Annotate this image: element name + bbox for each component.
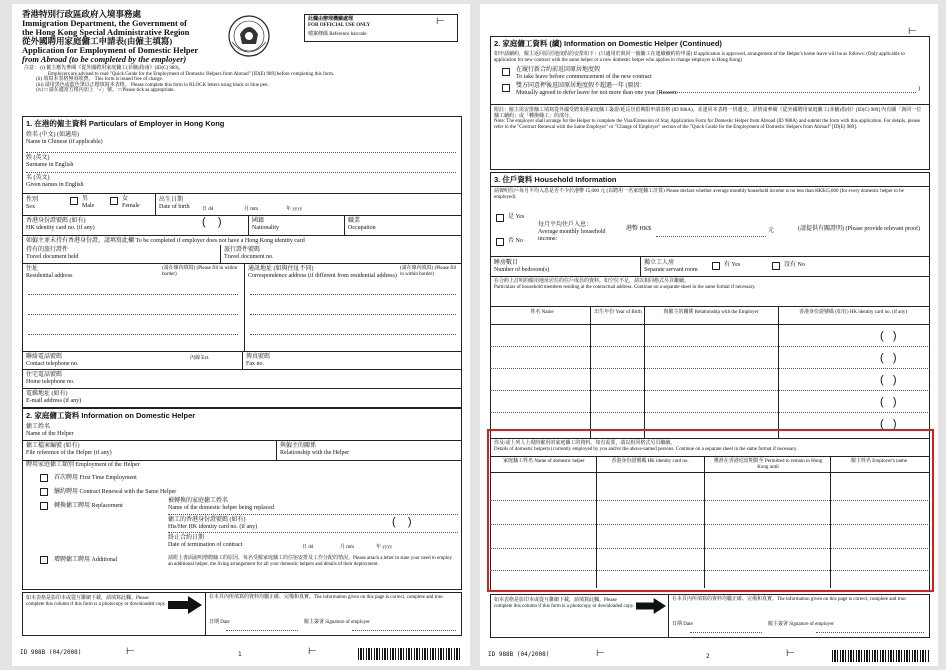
- replaced-id-check-digit[interactable]: ( ): [392, 516, 412, 528]
- field-name-zh[interactable]: [26, 152, 456, 153]
- income-no-checkbox[interactable]: [496, 238, 504, 246]
- label-replaced-id: 傭工的香港身份證號碼 (如有) His/Her HK identity card no. (if any): [168, 517, 258, 530]
- gov-title-en: the Hong Kong Special Administrative Region: [22, 26, 190, 37]
- page-number: 2: [706, 653, 710, 660]
- income-note: 請聲明住戶每月平均入息是否不少於港幣 15,000 元 (以聘用一名家庭傭工計算) Please declare whether average monthly household income is no less than HK$15,000 (for every domestic helper to be employed): [494, 189, 904, 200]
- member-hkid-check-digit[interactable]: ( ): [880, 352, 897, 364]
- label-home-tel: 住宅電話號碼 Home telephone no.: [26, 372, 75, 385]
- label-income-yes: 是 Yes: [508, 214, 525, 220]
- label-name-zh: 姓名 (中文) (如適用) Name in Chinese (if applicable): [26, 132, 103, 145]
- form-title-zh: 從外國聘用家庭傭工申請表(由僱主填寫): [22, 35, 173, 46]
- note-iii: (iii) 請用黑色或藍色筆以正楷填寫本表格。 Please complete this form in BLOCK letters using black or blue pen.: [36, 82, 269, 88]
- barcode-icon: [832, 650, 930, 662]
- current-helpers-note: 你及/或上列人士現時僱用的家庭傭工的資料。如有需要，請以相同格式另頁繼續。 Details of domestic helper(s) currently employed by you and/or the above-named persons. Continue on a separate sheet in the same format if necessary.: [494, 441, 798, 452]
- note-ii: (ii) 填寫本表格無須收費。 This form is issued free of charge.: [36, 77, 163, 82]
- col-header-birth: 出生年份 Year of Birth: [594, 310, 642, 315]
- corner-mark-icon: ⊢: [908, 26, 917, 37]
- label-avg-income: 每月平均住戶入息： Average monthly household income:: [538, 222, 606, 242]
- label-travel-no: 旅行證件號碼 Travel document no.: [224, 247, 274, 260]
- additional-checkbox[interactable]: [40, 556, 48, 564]
- address-hint: (請在線內填寫) (Please fill in within border): [162, 266, 238, 277]
- replacement-checkbox[interactable]: [40, 502, 48, 510]
- immigration-emblem-icon: [226, 12, 272, 60]
- label-replacement: 轉換傭工聘用 Replacement: [54, 503, 123, 509]
- dept-title-zh: 香港特別行政區政府入境事務處: [22, 9, 142, 19]
- form-number: ID 988B (04/2008): [488, 651, 550, 658]
- label-ext: 內線 Ext.: [190, 356, 210, 361]
- col-header-hkid: 香港身份證號碼 (如有) HK identity card no. (if any): [798, 310, 908, 315]
- label-helper-name: 傭工姓名 Name of the Helper: [26, 424, 74, 437]
- official-title-en: FOR OFFICIAL USE ONLY: [308, 23, 371, 28]
- field-corr-line1[interactable]: [250, 294, 456, 295]
- label-bedrooms: 睡房數目 Number of bedroom(s): [494, 260, 550, 273]
- footer-mark-icon: ⊢: [308, 646, 317, 657]
- footer-mark-icon: ⊢: [596, 648, 605, 659]
- form-number: ID 988B (04/2008): [20, 649, 82, 656]
- table-row[interactable]: [490, 368, 930, 369]
- arrow-right-icon: [636, 598, 666, 617]
- official-use-box: [304, 14, 458, 42]
- official-title-zh: 此欄由辦理機關處理: [308, 17, 354, 22]
- section2c-note: 附註：僱主需安排傭工填寫從外國受聘來港家庭傭工簽證/延長居留期限申請表格 (ID 988A)，並連同本表格一併遞交。詳情請參閱《從外國聘用家庭傭工(菲傭)指南》[ID(C) 989] 內有關「與同一位傭工續約」或「轉換傭工」的部分。 Note: The employer shall arrange for the Helper to complete the Visa/Extension of Stay Application Form for Domestic Helper from Abroad (ID 988A) and submit the form with this application. For details, please refer to the "Contract Renewal with the Same Employer" or "Change of Employer" section of the "Quick Guide for the Employment of Domestic Helpers from Abroad" [ID(E) 989].: [494, 108, 922, 130]
- renewal-checkbox[interactable]: [40, 488, 48, 496]
- col-header-helper-hkid: 香港身份證號碼 HK identity card no.: [611, 459, 689, 464]
- label-surname: 姓 (英文) Surname in English: [26, 155, 74, 168]
- field-signature[interactable]: [816, 632, 924, 633]
- dob-mm: 月 mm: [244, 207, 259, 212]
- income-yes-checkbox[interactable]: [496, 214, 504, 222]
- field-corr-line2[interactable]: [250, 314, 456, 315]
- label-first-time: 首次聘用 First Time Employment: [54, 475, 137, 481]
- label-male: 男 Male: [82, 196, 95, 209]
- term-yyyy: 年 yyyy: [376, 545, 393, 550]
- term-mm: 月 mm: [340, 545, 355, 550]
- page-number: 1: [238, 651, 242, 658]
- label-given-names: 名 (英文) Given names in English: [26, 175, 84, 188]
- field-replaced-name[interactable]: [168, 514, 458, 515]
- label-defer-leave: 雙方同意押後返回原居地度假不超過一年 (原因： Mutually agreed to defer leave for not more than one year (Reason:: [516, 83, 678, 96]
- col-header-helper-name: 家庭傭工姓名 Name of domestic helper: [503, 459, 585, 464]
- field-avg-income[interactable]: [656, 236, 766, 237]
- label-address: 住址 Residential address: [26, 266, 73, 279]
- corner-mark-icon: ⊢: [436, 16, 445, 27]
- label-signature: 僱主簽署 Signature of employer: [768, 622, 834, 627]
- label-hkd: 港幣 HK$: [626, 226, 652, 232]
- label-income-no: 否 No: [508, 238, 523, 244]
- dob-dd: 日 dd: [202, 207, 214, 212]
- form-title-en-1: Application for Employment of Domestic Helper: [22, 44, 199, 55]
- label-dollar: 元: [768, 228, 775, 234]
- notes-block: [24, 66, 464, 94]
- label-occupation: 職業 Occupation: [348, 218, 376, 231]
- label-additional: 增聘傭工聘用 Additional: [54, 557, 118, 563]
- label-date: 日期 Date: [209, 620, 230, 625]
- proof-note: (請提供有關證明) (Please provide relevant proof): [798, 226, 920, 232]
- note-i-en: Employers are advised to read "Quick Guide for the Employment of Domestic Helpers from Abroad" [ID(E) 989] before completing this form.: [48, 71, 335, 77]
- col-header-name: 姓名 Name: [530, 310, 554, 315]
- label-servant-no: 沒有 No: [784, 262, 805, 268]
- label-termination-date: 終止合約日期 Date of termination of contract: [168, 535, 243, 548]
- label-email: 電郵地址 (如有) E-mail address (if any): [26, 391, 82, 404]
- label-fax: 傳真號碼 Fax no.: [246, 354, 271, 367]
- field-address-line3[interactable]: [28, 334, 238, 335]
- first-time-checkbox[interactable]: [40, 474, 48, 482]
- label-helper-ref: 傭工檔案編號 (如有) File reference of the Helper (if any): [26, 443, 112, 456]
- household-members-note: 在合約上訂明的僱用地址居住的住戶成員的資料。如空位不足，請以相同格式另頁繼續。 Particulars of household members residing at the contractual address. Continue on a separate sheet in the same format if necessary.: [494, 279, 756, 290]
- footer-mark-icon: ⊢: [126, 646, 135, 657]
- table-row[interactable]: [490, 390, 930, 391]
- field-address-line2[interactable]: [28, 314, 238, 315]
- additional-note: 請附上書面說明增聘傭工的原因、每名受僱家庭傭工的住宿安排及工作分配的情況。Please attach a letter to state your need to employ an additional helper, the living arrangement for all your domestic helpers and details of their deployment.: [168, 556, 452, 567]
- label-female: 女 Female: [122, 196, 140, 209]
- col-header-relationship: 與僱主的關係 Relationship with the Employer: [663, 310, 759, 315]
- col-header-permit: 獲准在香港逗留期限至 Permitted to remain in Hong Kong until: [713, 459, 823, 470]
- label-nationality: 國籍 Nationality: [252, 218, 279, 231]
- sex-female-checkbox[interactable]: [110, 197, 118, 205]
- notes-label: 注意：: [24, 66, 40, 71]
- sex-male-checkbox[interactable]: [70, 197, 78, 205]
- member-hkid-check-digit[interactable]: ( ): [880, 418, 897, 430]
- defer-leave-checkbox[interactable]: [502, 84, 510, 92]
- label-employment-type: 聘用家庭傭工類別 Employment of the Helper: [26, 462, 140, 468]
- label-travel-doc: 持有的旅行證件 Travel document held: [26, 247, 79, 260]
- label-servant-yes: 有 Yes: [724, 262, 741, 268]
- barcode-icon: [358, 648, 462, 660]
- label-servant-room: 獨立工人房 Separate servant room: [644, 260, 698, 273]
- non-hkid-note: 如僱主並未持有香港身份證，請填寫此欄 To be completed if employer does not have a Hong Kong identity card: [26, 238, 305, 244]
- label-signature: 僱主簽署 Signature of employer: [304, 620, 370, 625]
- member-hkid-check-digit[interactable]: ( ): [880, 374, 897, 386]
- form-page-1: [12, 4, 470, 666]
- leave-before-checkbox[interactable]: [502, 68, 510, 76]
- form-title-en-2: from Abroad (to be completed by the employer): [22, 53, 187, 64]
- section2-title: 2. 家庭傭工資料 Information on Domestic Helper: [26, 411, 196, 420]
- section2c-title: 2. 家庭傭工資料 (續) Information on Domestic Helper (Continued): [494, 39, 722, 48]
- label-correspondence: 通訊地址 (如與住址不同) Correspondence address (if different from residential address): [248, 266, 397, 279]
- field-date[interactable]: [226, 630, 298, 631]
- member-hkid-check-digit[interactable]: ( ): [880, 396, 897, 408]
- copy-note: 如本表格是影印本或從互聯網下載，請填寫此欄。Please complete this column if this form is a photocopy or downloaded copy.: [494, 598, 635, 609]
- label-sex: 性別 Sex: [26, 197, 39, 210]
- dept-title-en: Immigration Department, the Government of: [22, 17, 188, 28]
- corr-hint: (請在線內填寫) (Please fill in within border): [400, 266, 457, 277]
- confirm-statement: 在本頁內所填寫的資料均屬正確、完備和真實。The information given on this page is correct, complete and true.: [209, 595, 444, 600]
- label-leave-before: 在履行新合約前返回原居地度假 To take leave before commencement of the new contract: [516, 67, 652, 80]
- label-helper-relationship: 與僱主的關係 Relationship with the Helper: [280, 443, 350, 456]
- dob-yyyy: 年 yyyy: [286, 207, 303, 212]
- arrow-right-icon: [168, 596, 202, 617]
- label-contact-tel: 聯絡電話號碼 Contact telephone no.: [26, 354, 79, 367]
- label-replaced-name: 被轉換的家庭傭工姓名 Name of the domestic helper being replaced: [168, 498, 274, 511]
- section1-title: 1. 在港的僱主資料 Particulars of Employer in Hong Kong: [26, 119, 225, 128]
- note-iv: (iv) □ 請在適當方格內加上「✓」號。 □ Please tick as appropriate.: [36, 88, 175, 93]
- servant-room-no-checkbox[interactable]: [772, 262, 780, 270]
- footer-mark-icon: ⊢: [786, 648, 795, 659]
- field-corr-line3[interactable]: [250, 334, 456, 335]
- label-renewal: 續約聘用 Contract Renewal with the Same Helper: [54, 489, 177, 495]
- servant-room-yes-checkbox[interactable]: [712, 262, 720, 270]
- field-signature[interactable]: [352, 630, 456, 631]
- hkid-check-digit-field[interactable]: ( ): [202, 216, 222, 228]
- barcode-label: 檔案條碼 Reference barcode: [308, 32, 367, 37]
- col-header-employer: 僱主姓名 Employer's name: [851, 459, 907, 464]
- term-dd: 日 dd: [302, 545, 314, 550]
- member-hkid-check-digit[interactable]: ( ): [880, 330, 897, 342]
- label-dob: 出生日期 Date of birth: [159, 197, 190, 210]
- label-date: 日期 Date: [672, 622, 693, 627]
- confirm-statement: 在本頁內所填寫的資料均屬正確、完備和真實。The information given on this page is correct, complete and true.: [672, 597, 907, 602]
- form-page-2: ⊢ 2. 家庭傭工資料 (續) Information on Domestic Helper (Continued) 如申請續約，僱主返回原居地度假的安排如下：(只適用於與同一僱傭工在連續續約的申請) If application is approved, arrangement of the Helper's home leave will be as follows: (Only applicable to application for new contract with the same helper or a new domestic helper who applies to change employer in Hong Kong) 在履行新合約前返回原居地度假 To take leave before commencement of the new contract 雙方同意押後返回原居地度假不超過一年 (原因： Mutually agreed to defer leave for not more than one year (Reason: ) 附註：僱主需安排傭工填寫從外國受聘來港家庭傭工簽證/延長居留期限申請表格 (ID 988A)，並連同本表格一併遞交。詳情請參閱《從外國聘用家庭傭工(菲傭)指南》[ID(C) 989] 內有關「與同一位傭工續約」或「轉換傭工」的部分。 Note: The employer shall arrange for the Helper to complete the Visa/Extension of Stay Application Form for Domestic Helper from Abroad (ID 988A) and submit the form with this application. For details, please refer to the "Contract Renewal with the Same Employer" or "Change of Employer" section of the "Quick Guide for the Employment of Domestic Helpers from Abroad" [ID(E) 989]. 3. 住戶資料 Household Information 請聲明住戶每月平均入息是否不少於港幣 15,000 元 (以聘用一名家庭傭工計算) Please declare whether average monthly household income is no less than HK$15,000 (for every domestic helper to be employed) 是 Yes 否 No 每月平均住戶入息： Average monthly household income: 港幣 HK$ 元 (請提供有關證明) (Please provide relevant proof) 睡房數目 Number of bedroom(s) 獨立工人房 Separate servant room 有 Yes 沒有 No 在合約上訂明的僱用地址居住的住戶成員的資料。如空位不足，請以相同格式另頁繼續。 Particulars of household members residing at the contractual address. Continue on a separate sheet in the same format if necessary. 姓名 Name 出生年份 Year of Birth 與僱主的關係 Relationship with the Employer 香港身份證號碼 (如有) HK identity card no. (if any) ( ) ( ) ( ) ( ) ( ) 你及/或上列人士現時僱用的家庭傭工的資料。如有需要，請以相同格式另頁繼續。 Details of domestic helper(s) currently employed by you and/or the above-named persons. Continue on a separate sheet in the same format if necessary. 家庭傭工姓名 Name of domestic helper 香港身份證號碼 HK identity card no. 獲准在香港逗留期限至 Permitted to remain in Hong Kong until 僱主姓名 Employer's name 如本表格是影印本或從互聯網下載，請填寫此欄。Please complete this column if this form is a photocopy or downloaded copy. 在本頁內所填寫的資料均屬正確、完備和真實。The information given on this page is correct, complete and true. 日期 Date 僱主簽署 Signature of employer ID 988B (04/2008) ⊢ 2 ⊢: [480, 4, 938, 666]
- note-i-zh: (i) 僱主應先參閱《從外國聘用家庭傭工(菲傭)指南》(ID(C) 989)。: [40, 66, 184, 71]
- section3-title: 3. 住戶資料 Household Information: [494, 175, 617, 184]
- label-hkid: 香港身份證號碼 (如有) HK identity card no. (if any): [26, 218, 95, 231]
- field-address-line1[interactable]: [28, 294, 238, 295]
- home-leave-intro: 如申請續約，僱主返回原居地度假的安排如下：(只適用於與同一僱傭工在連續續約的申請) If application is approved, arrangement of the Helper's home leave will be as follows: (Only applicable to application for new contract with the same helper or a new domestic helper who applies to change employer in Hong Kong): [494, 52, 905, 63]
- copy-note: 如本表格是影印本或從互聯網下載，請填寫此欄。Please complete this column if this form is a photocopy or downloaded copy.: [26, 596, 167, 607]
- table-row[interactable]: [490, 346, 930, 347]
- field-defer-reason[interactable]: [660, 92, 916, 93]
- field-date[interactable]: [690, 632, 762, 633]
- highlight-box: [487, 429, 934, 592]
- form-header: [22, 10, 222, 64]
- field-surname[interactable]: [26, 172, 456, 173]
- table-row[interactable]: [490, 412, 930, 413]
